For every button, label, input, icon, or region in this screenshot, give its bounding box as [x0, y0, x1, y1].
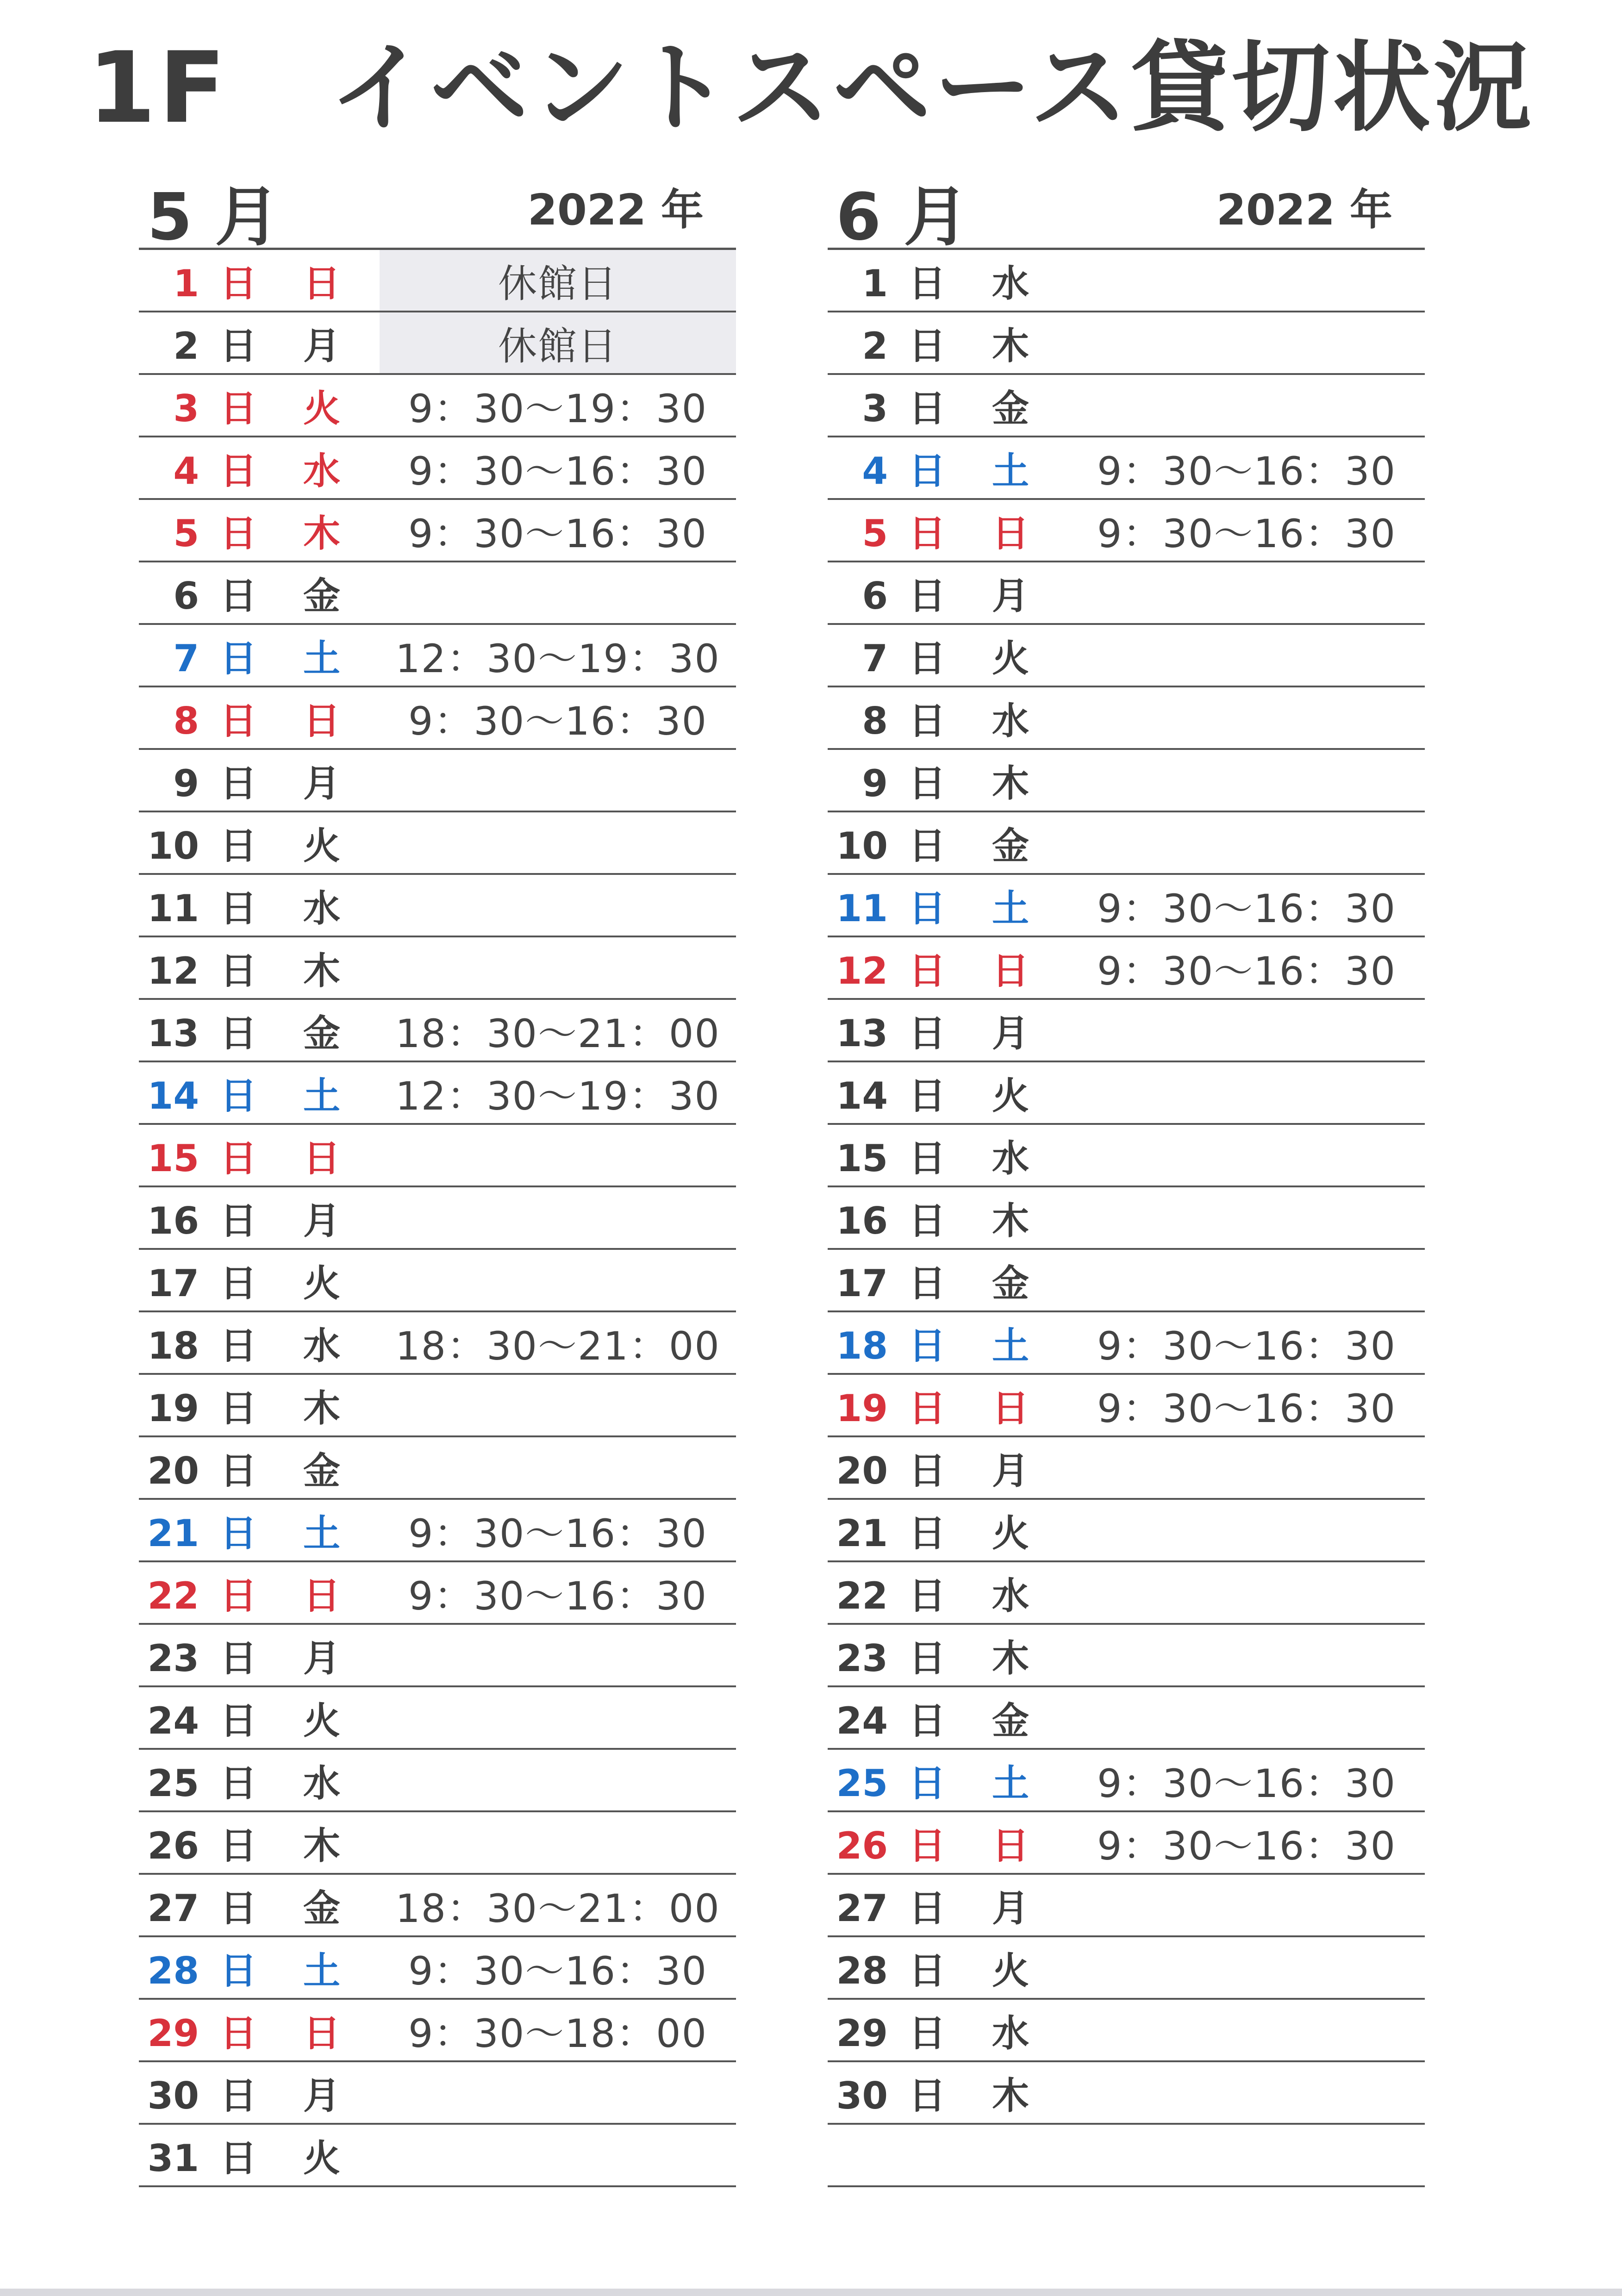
day-row: [828, 937, 1425, 1000]
weekday: 金: [303, 1449, 340, 1492]
day-row: [828, 2062, 1425, 2125]
weekday: 月: [303, 1199, 340, 1242]
day-unit: 日: [909, 1762, 946, 1805]
reservation-time: 9：30～16：30: [408, 699, 708, 744]
day-number: 28: [836, 1949, 888, 1992]
weekday: 月: [303, 762, 340, 805]
day-row: [139, 1687, 736, 1750]
day-number: 25: [147, 1762, 199, 1805]
weekday: 日: [303, 1574, 340, 1617]
day-row: [828, 1937, 1425, 2000]
day-unit: 日: [909, 2012, 946, 2055]
day-number: 2: [862, 324, 888, 368]
day-number: 6: [173, 574, 199, 618]
day-unit: 日: [220, 762, 257, 805]
day-number: 23: [836, 1637, 888, 1680]
day-number: 1: [173, 262, 199, 305]
scan-edge: [0, 2289, 1622, 2296]
day-number: 8: [862, 699, 888, 742]
day-unit: 日: [909, 1074, 946, 1117]
day-number: 2: [173, 324, 199, 368]
day-unit: 日: [909, 1262, 946, 1305]
weekday: 月: [303, 2074, 340, 2117]
day-row: [828, 1562, 1425, 1625]
weekday: 土: [303, 637, 340, 680]
day-number: 31: [147, 2137, 199, 2180]
weekday: 日: [992, 512, 1029, 555]
day-unit: 日: [220, 262, 257, 305]
reservation-time: 18：30～21：00: [395, 1323, 720, 1369]
day-row: [828, 312, 1425, 375]
day-unit: 日: [909, 699, 946, 742]
weekday: 金: [303, 1887, 340, 1930]
day-unit: 日: [909, 1699, 946, 1742]
day-row: [139, 1312, 736, 1375]
day-unit: 日: [220, 1324, 257, 1367]
day-unit: 日: [220, 1762, 257, 1805]
day-unit: 日: [909, 324, 946, 368]
day-number: 12: [836, 949, 888, 992]
day-row: [139, 1625, 736, 1687]
day-number: 26: [147, 1824, 199, 1867]
weekday: 木: [992, 1199, 1029, 1242]
day-number: 24: [836, 1699, 888, 1742]
day-unit: 日: [220, 1699, 257, 1742]
weekday: 土: [303, 1074, 340, 1117]
day-unit: 日: [220, 1824, 257, 1867]
day-unit: 日: [220, 637, 257, 680]
reservation-time: 9：30～16：30: [1097, 1823, 1397, 1869]
closed-label: 休館日: [498, 261, 618, 306]
day-number: 24: [147, 1699, 199, 1742]
day-unit: 日: [220, 1012, 257, 1055]
day-row: [828, 1437, 1425, 1500]
day-row: [139, 625, 736, 687]
day-number: 21: [147, 1512, 199, 1555]
weekday: 水: [992, 699, 1029, 742]
weekday: 木: [303, 1387, 340, 1430]
day-number: 22: [836, 1574, 888, 1617]
day-number: 4: [862, 449, 888, 493]
day-unit: 日: [909, 1012, 946, 1055]
weekday: 金: [992, 1262, 1029, 1305]
day-number: 11: [836, 887, 888, 930]
weekday: 火: [992, 1949, 1029, 1992]
closed-cell: [380, 250, 736, 311]
day-row: [828, 375, 1425, 437]
weekday: 火: [992, 637, 1029, 680]
weekday: 日: [992, 1387, 1029, 1430]
day-number: 10: [836, 824, 888, 867]
day-unit: 日: [909, 1199, 946, 1242]
weekday: 月: [303, 324, 340, 368]
day-number: 3: [173, 387, 199, 430]
may-header: [139, 180, 741, 255]
day-row: [139, 437, 736, 500]
day-number: 14: [836, 1074, 888, 1117]
reservation-time: 9：30～16：30: [408, 1511, 708, 1556]
weekday: 日: [303, 262, 340, 305]
day-number: 16: [147, 1199, 199, 1242]
reservation-time: 9：30～16：30: [1097, 948, 1397, 994]
day-unit: 日: [220, 1574, 257, 1617]
day-number: 13: [836, 1012, 888, 1055]
weekday: 火: [303, 2137, 340, 2180]
weekday: 水: [992, 1137, 1029, 1180]
weekday: 木: [303, 949, 340, 992]
weekday: 土: [992, 887, 1029, 930]
day-unit: 日: [909, 1512, 946, 1555]
closed-label: 休館日: [498, 324, 618, 369]
day-unit: 日: [909, 387, 946, 430]
reservation-time: 9：30～16：30: [1097, 1323, 1397, 1369]
weekday: 水: [303, 449, 340, 493]
day-number: 22: [147, 1574, 199, 1617]
day-number: 7: [862, 637, 888, 680]
day-unit: 日: [909, 1887, 946, 1930]
weekday: 水: [303, 1324, 340, 1367]
day-number: 9: [173, 762, 199, 805]
day-number: 15: [147, 1137, 199, 1180]
closed-cell: [380, 312, 736, 373]
day-unit: 日: [909, 1137, 946, 1180]
day-number: 7: [173, 637, 199, 680]
reservation-time: 9：30～16：30: [408, 1573, 708, 1619]
day-number: 5: [862, 512, 888, 555]
day-number: 23: [147, 1637, 199, 1680]
day-row: [828, 687, 1425, 750]
day-row: [828, 1750, 1425, 1812]
day-row: [139, 750, 736, 812]
day-unit: 日: [220, 324, 257, 368]
june-month-label: 6 月: [836, 180, 969, 255]
reservation-time: 9：30～16：30: [1097, 1761, 1397, 1806]
day-unit: 日: [220, 449, 257, 493]
day-row: [139, 562, 736, 625]
day-number: 9: [862, 762, 888, 805]
reservation-time: 18：30～21：00: [395, 1886, 720, 1931]
day-unit: 日: [909, 262, 946, 305]
day-number: 30: [147, 2074, 199, 2117]
day-unit: 日: [220, 949, 257, 992]
day-unit: 日: [909, 887, 946, 930]
may-month-label: 5 月: [147, 180, 280, 255]
day-number: 17: [147, 1262, 199, 1305]
weekday: 木: [992, 2074, 1029, 2117]
may-calendar: [139, 181, 741, 2187]
day-unit: 日: [220, 1637, 257, 1680]
weekday: 木: [992, 762, 1029, 805]
day-unit: 日: [220, 1449, 257, 1492]
day-unit: 日: [909, 1949, 946, 1992]
day-row: [828, 1312, 1425, 1375]
day-unit: 日: [909, 2074, 946, 2117]
day-number: 26: [836, 1824, 888, 1867]
day-unit: 日: [220, 1512, 257, 1555]
day-row: [139, 1375, 736, 1437]
day-row: [828, 1000, 1425, 1062]
weekday: 火: [303, 824, 340, 867]
weekday: 日: [303, 1137, 340, 1180]
day-number: 15: [836, 1137, 888, 1180]
day-unit: 日: [909, 1324, 946, 1367]
day-unit: 日: [220, 1387, 257, 1430]
weekday: 木: [303, 512, 340, 555]
day-number: 18: [836, 1324, 888, 1367]
day-unit: 日: [909, 1824, 946, 1867]
day-number: 13: [147, 1012, 199, 1055]
june-header: [828, 180, 1429, 255]
day-row: [139, 2000, 736, 2062]
day-row: [828, 812, 1425, 875]
page-title: 1F イベントスペース貸切状況: [87, 31, 1535, 145]
reservation-time: 9：30～16：30: [1097, 511, 1397, 556]
day-row: [828, 500, 1425, 562]
day-row: [139, 1875, 736, 1937]
day-number: 3: [862, 387, 888, 430]
weekday: 金: [992, 824, 1029, 867]
weekday: 木: [992, 1637, 1029, 1680]
day-unit: 日: [909, 1387, 946, 1430]
day-unit: 日: [220, 699, 257, 742]
weekday: 水: [303, 887, 340, 930]
day-unit: 日: [909, 1449, 946, 1492]
day-number: 19: [147, 1387, 199, 1430]
weekday: 日: [303, 699, 340, 742]
weekday: 月: [303, 1637, 340, 1680]
day-number: 25: [836, 1762, 888, 1805]
day-row: [828, 1875, 1425, 1937]
day-unit: 日: [220, 1137, 257, 1180]
day-number: 11: [147, 887, 199, 930]
day-row: [139, 1250, 736, 1312]
day-row: [828, 1500, 1425, 1562]
day-unit: 日: [220, 2137, 257, 2180]
weekday: 土: [303, 1512, 340, 1555]
day-row: [139, 1812, 736, 1875]
day-unit: 日: [909, 762, 946, 805]
day-row: [139, 1437, 736, 1500]
day-number: 12: [147, 949, 199, 992]
weekday: 月: [992, 574, 1029, 618]
may-year-label: 2022 年: [527, 185, 704, 235]
day-unit: 日: [909, 1637, 946, 1680]
day-number: 14: [147, 1074, 199, 1117]
day-number: 4: [173, 449, 199, 493]
day-unit: 日: [909, 512, 946, 555]
day-row: [139, 375, 736, 437]
day-number: 8: [173, 699, 199, 742]
day-unit: 日: [220, 1887, 257, 1930]
day-row: [828, 1250, 1425, 1312]
day-row: [139, 812, 736, 875]
weekday: 月: [992, 1887, 1029, 1930]
weekday: 日: [992, 1824, 1029, 1867]
weekday: 火: [303, 1262, 340, 1305]
day-row: [828, 437, 1425, 500]
day-number: 30: [836, 2074, 888, 2117]
weekday: 水: [992, 2012, 1029, 2055]
day-unit: 日: [220, 2074, 257, 2117]
weekday: 木: [303, 1824, 340, 1867]
day-row: [828, 1062, 1425, 1125]
june-year-label: 2022 年: [1216, 185, 1392, 235]
day-number: 29: [147, 2012, 199, 2055]
day-row: [828, 250, 1425, 312]
day-unit: 日: [220, 387, 257, 430]
day-row: [139, 687, 736, 750]
weekday: 日: [303, 2012, 340, 2055]
day-unit: 日: [909, 574, 946, 618]
day-number: 19: [836, 1387, 888, 1430]
day-unit: 日: [220, 1262, 257, 1305]
day-row: [139, 1500, 736, 1562]
day-number: 21: [836, 1512, 888, 1555]
day-number: 27: [836, 1887, 888, 1930]
day-unit: 日: [220, 574, 257, 618]
day-row: [139, 1000, 736, 1062]
blank-row: [828, 2125, 1425, 2187]
day-number: 28: [147, 1949, 199, 1992]
weekday: 日: [992, 949, 1029, 992]
day-unit: 日: [220, 824, 257, 867]
weekday: 土: [303, 1949, 340, 1992]
day-row: [139, 937, 736, 1000]
weekday: 金: [992, 387, 1029, 430]
day-row: [828, 1125, 1425, 1187]
day-unit: 日: [220, 1949, 257, 1992]
weekday: 水: [992, 1574, 1029, 1617]
day-row: [139, 1062, 736, 1125]
day-unit: 日: [909, 949, 946, 992]
weekday: 土: [992, 449, 1029, 493]
day-number: 6: [862, 574, 888, 618]
day-number: 17: [836, 1262, 888, 1305]
day-row: [139, 1937, 736, 2000]
weekday: 火: [992, 1074, 1029, 1117]
weekday: 土: [992, 1324, 1029, 1367]
day-row: [139, 250, 736, 312]
day-unit: 日: [220, 1074, 257, 1117]
day-row: [828, 1187, 1425, 1250]
day-row: [828, 750, 1425, 812]
weekday: 金: [992, 1699, 1029, 1742]
day-unit: 日: [909, 824, 946, 867]
reservation-time: 12：30～19：30: [395, 1073, 720, 1119]
may-day-list: [139, 250, 741, 2187]
day-unit: 日: [220, 2012, 257, 2055]
weekday: 金: [303, 1012, 340, 1055]
weekday: 金: [303, 574, 340, 618]
day-number: 20: [147, 1449, 199, 1492]
day-unit: 日: [220, 1199, 257, 1242]
weekday: 火: [303, 1699, 340, 1742]
day-row: [139, 875, 736, 937]
day-row: [139, 500, 736, 562]
reservation-time: 9：30～16：30: [408, 1948, 708, 1994]
day-unit: 日: [220, 887, 257, 930]
day-row: [139, 2062, 736, 2125]
day-number: 20: [836, 1449, 888, 1492]
day-unit: 日: [909, 1574, 946, 1617]
june-calendar: [828, 181, 1429, 2187]
weekday: 月: [992, 1012, 1029, 1055]
weekday: 火: [992, 1512, 1029, 1555]
day-unit: 日: [909, 449, 946, 493]
june-day-list: [828, 250, 1429, 2187]
day-unit: 日: [220, 512, 257, 555]
day-row: [828, 875, 1425, 937]
reservation-time: 9：30～16：30: [1097, 449, 1397, 494]
weekday: 木: [992, 324, 1029, 368]
reservation-time: 18：30～21：00: [395, 1011, 720, 1056]
day-row: [828, 1625, 1425, 1687]
reservation-time: 9：30～16：30: [408, 511, 708, 556]
day-row: [828, 2000, 1425, 2062]
weekday: 水: [992, 262, 1029, 305]
day-row: [139, 1750, 736, 1812]
weekday: 水: [303, 1762, 340, 1805]
day-number: 5: [173, 512, 199, 555]
day-row: [139, 2125, 736, 2187]
day-row: [828, 1375, 1425, 1437]
reservation-time: 12：30～19：30: [395, 636, 720, 681]
weekday: 土: [992, 1762, 1029, 1805]
reservation-time: 9：30～16：30: [408, 449, 708, 494]
day-row: [139, 1562, 736, 1625]
day-row: [828, 625, 1425, 687]
day-row: [139, 312, 736, 375]
day-number: 27: [147, 1887, 199, 1930]
weekday: 月: [992, 1449, 1029, 1492]
day-number: 1: [862, 262, 888, 305]
weekday: 火: [303, 387, 340, 430]
reservation-time: 9：30～18：00: [408, 2011, 708, 2056]
day-unit: 日: [909, 637, 946, 680]
day-row: [828, 1812, 1425, 1875]
reservation-time: 9：30～16：30: [1097, 886, 1397, 931]
reservation-time: 9：30～16：30: [1097, 1386, 1397, 1431]
day-number: 10: [147, 824, 199, 867]
day-row: [828, 562, 1425, 625]
day-row: [828, 1687, 1425, 1750]
day-row: [139, 1187, 736, 1250]
day-number: 29: [836, 2012, 888, 2055]
day-row: [139, 1125, 736, 1187]
reservation-time: 9：30～19：30: [408, 386, 708, 431]
day-number: 18: [147, 1324, 199, 1367]
day-number: 16: [836, 1199, 888, 1242]
